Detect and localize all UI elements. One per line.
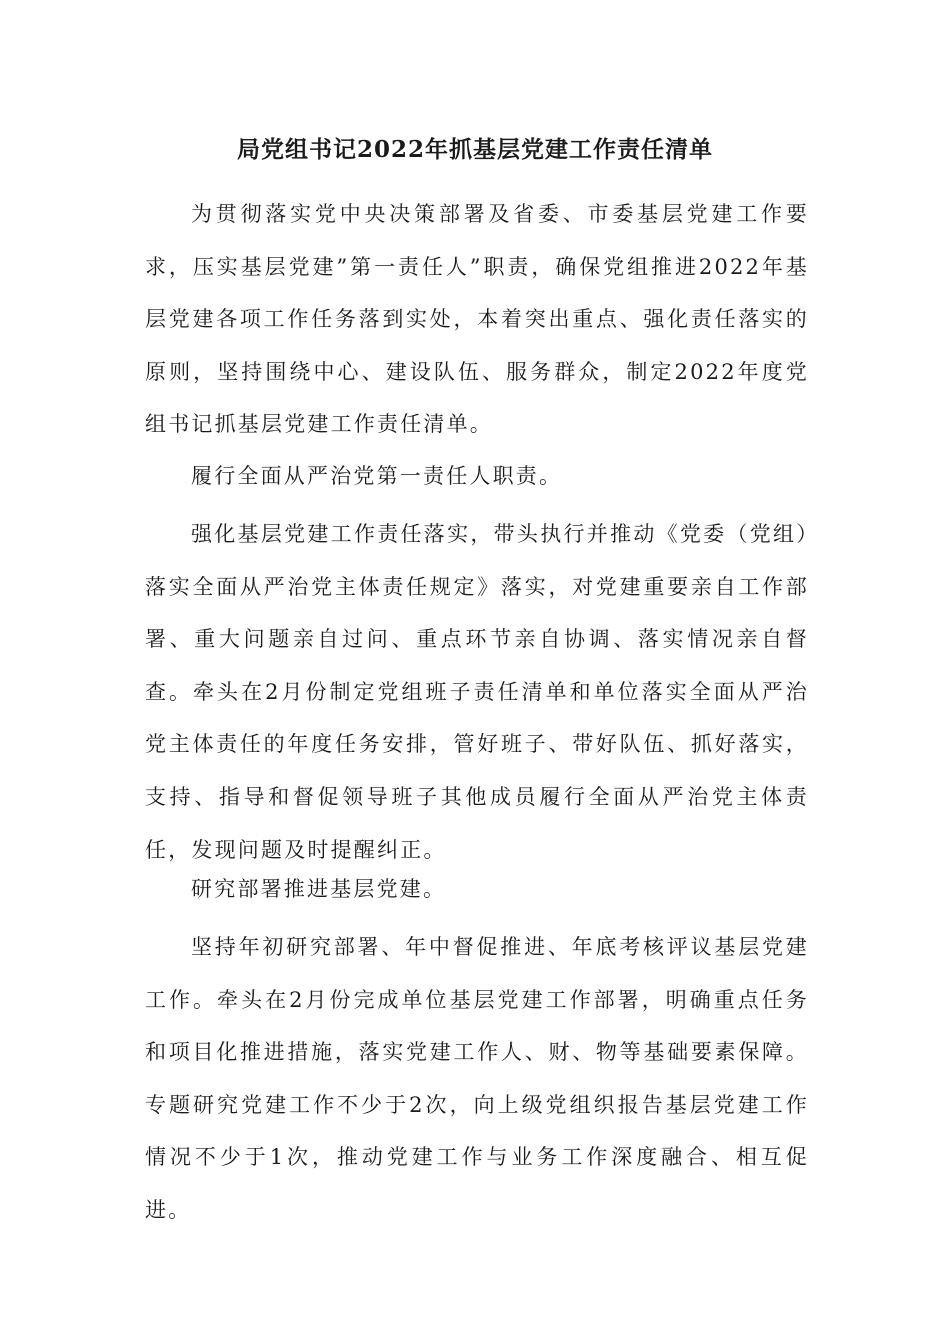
paragraph-intro: 为贯彻落实党中央决策部署及省委、市委基层党建工作要求，压实基层党建”第一责任人”职责，确保党组推进2022年基层党建各项工作任务落到实处，本着突出重点、强化责任落实的原则，坚持围绕中心、建设队伍、服务群众，制定2022年度党组书记抓基层党建工作责任清单。	[145, 202, 809, 437]
paragraph-research-detail: 坚持年初研究部署、年中督促推进、年底考核评议基层党建工作。牵头在2月份完成单位基层党建工作部署，明确重点任务和项目化推进措施，落实党建工作人、财、物等基础要素保障。专题研究党建工作不少于2次，向上级党组织报告基层党建工作情况不少于1次，推动党建工作与业务工作深度融合、相互促进。	[145, 935, 809, 1222]
paragraph-duty-detail: 强化基层党建工作责任落实，带头执行并推动《党委（党组）落实全面从严治党主体责任规定》落实，对党建重要亲自工作部署、重大问题亲自过问、重点环节亲自协调、落实情况亲自督查。牵头在2月份制定党组班子责任清单和单位落实全面从严治党主体责任的年度任务安排，管好班子、带好队伍、抓好落实，支持、指导和督促领导班子其他成员履行全面从严治党主体责任，发现问题及时提醒纠正。	[145, 522, 809, 862]
document-title: 局党组书记2022年抓基层党建工作责任清单	[236, 136, 713, 163]
paragraph-research-heading: 研究部署推进基层党建。	[191, 877, 447, 901]
paragraph-duty-heading: 履行全面从严治党第一责任人职责。	[191, 464, 563, 488]
